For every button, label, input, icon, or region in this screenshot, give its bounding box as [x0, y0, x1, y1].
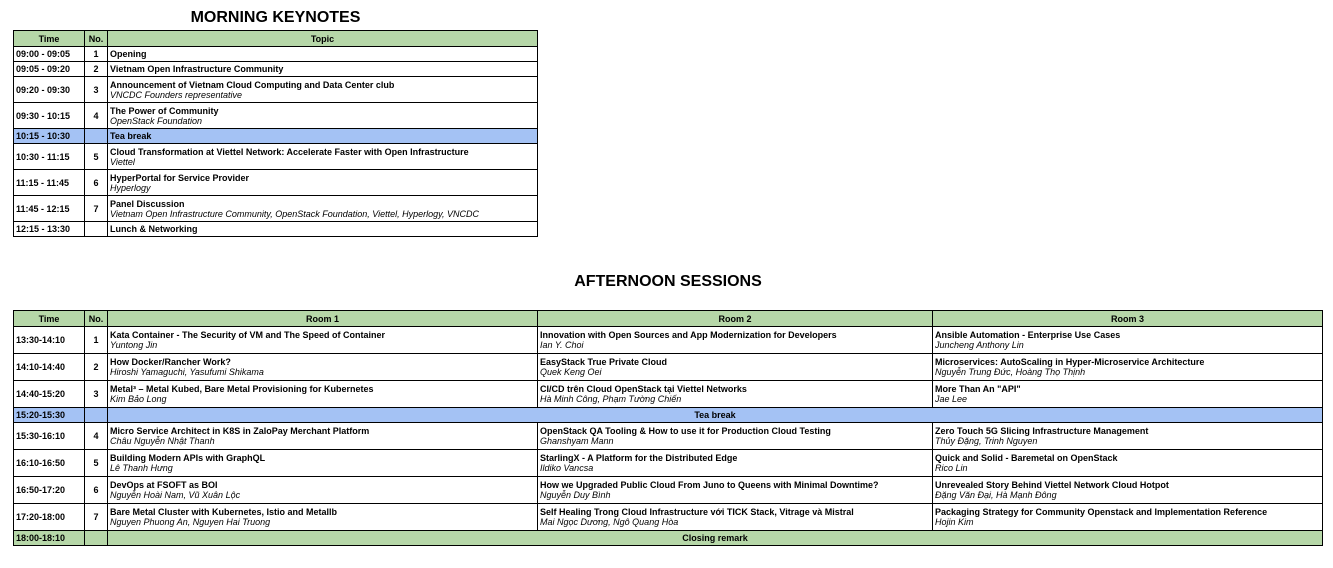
- session-title: Kata Container - The Security of VM and The Speed of Container: [110, 330, 386, 340]
- room-1-session: [108, 450, 538, 477]
- session-title: Building Modern APIs with GraphQL: [110, 453, 266, 463]
- room-3-session: [933, 504, 1323, 531]
- time-cell: 10:15 - 10:30: [14, 129, 85, 144]
- time-cell: 18:00-18:10: [14, 531, 85, 546]
- session-speaker: Vietnam Open Infrastructure Community, OpenStack Foundation, Viettel, Hyperlogy, VNCDC: [110, 208, 479, 219]
- table-row: [14, 103, 538, 129]
- session-speaker: Viettel: [110, 156, 135, 167]
- number-cell: [85, 408, 108, 423]
- session-title: StarlingX - A Platform for the Distributed Edge: [540, 453, 738, 463]
- number-cell: 6: [85, 170, 108, 196]
- time-cell: 16:50-17:20: [14, 477, 85, 504]
- session-title: CI/CD trên Cloud OpenStack tại Viettel Networks: [540, 384, 747, 394]
- table-row: [14, 327, 1323, 354]
- session-speaker: OpenStack Foundation: [110, 115, 203, 126]
- table-row: [14, 62, 538, 77]
- time-cell: 14:40-15:20: [14, 381, 85, 408]
- table-header-row: [14, 31, 538, 47]
- table-row: [14, 504, 1323, 531]
- room-2-session: [538, 381, 933, 408]
- session-speaker: Kim Bảo Long: [110, 394, 167, 404]
- session-title: How Docker/Rancher Work?: [110, 357, 231, 367]
- number-cell: 4: [85, 423, 108, 450]
- time-cell: 09:30 - 10:15: [14, 103, 85, 129]
- table-row: [14, 477, 1323, 504]
- topic-cell: [108, 103, 538, 129]
- header-time: Time: [14, 31, 85, 47]
- room-1-session: [108, 381, 538, 408]
- number-cell: [85, 129, 108, 144]
- session-title: EasyStack True Private Cloud: [540, 357, 668, 367]
- room-3-session: [933, 381, 1323, 408]
- number-cell: 2: [85, 354, 108, 381]
- header-no: No.: [85, 31, 108, 47]
- table-row: [14, 423, 1323, 450]
- room-1-session: [108, 423, 538, 450]
- table-row: [14, 222, 538, 237]
- room-3-session: [933, 423, 1323, 450]
- topic-cell: [108, 222, 538, 237]
- header-no: No.: [85, 311, 108, 327]
- session-title: Micro Service Architect in K8S in ZaloPay Merchant Platform: [110, 426, 370, 436]
- session-speaker: Ian Y. Choi: [540, 340, 584, 350]
- table-header-row: [14, 311, 1323, 327]
- session-title: How we Upgraded Public Cloud From Juno to Queens with Minimal Downtime?: [540, 480, 879, 490]
- time-cell: 11:15 - 11:45: [14, 170, 85, 196]
- session-speaker: Juncheng Anthony Lin: [935, 340, 1024, 350]
- session-speaker: Yuntong Jin: [110, 340, 158, 350]
- close-row: [14, 531, 1323, 546]
- room-2-session: [538, 504, 933, 531]
- time-cell: 16:10-16:50: [14, 450, 85, 477]
- session-speaker: Hojin Kim: [935, 517, 974, 527]
- afternoon-sessions-title: AFTERNOON SESSIONS: [574, 273, 762, 290]
- time-cell: 12:15 - 13:30: [14, 222, 85, 237]
- number-cell: 2: [85, 62, 108, 77]
- topic-cell: [108, 170, 538, 196]
- room-2-session: [538, 354, 933, 381]
- time-cell: 11:45 - 12:15: [14, 196, 85, 222]
- time-cell: 13:30-14:10: [14, 327, 85, 354]
- session-title: Tea break: [110, 131, 152, 141]
- header-room-2: Room 2: [538, 311, 933, 327]
- session-title: The Power of Community: [110, 105, 219, 116]
- session-title: Zero Touch 5G Slicing Infrastructure Management: [935, 426, 1149, 436]
- session-speaker: VNCDC Founders representative: [110, 89, 243, 100]
- time-cell: 15:20-15:30: [14, 408, 85, 423]
- session-speaker: Rico Lin: [935, 463, 968, 473]
- time-cell: 09:20 - 09:30: [14, 77, 85, 103]
- room-2-session: [538, 450, 933, 477]
- time-cell: 09:05 - 09:20: [14, 62, 85, 77]
- time-cell: 09:00 - 09:05: [14, 47, 85, 62]
- room-2-session: [538, 423, 933, 450]
- session-title: OpenStack QA Tooling & How to use it for Production Cloud Testing: [540, 426, 831, 436]
- session-speaker: Mai Ngọc Dương, Ngô Quang Hòa: [540, 517, 679, 527]
- room-1-session: [108, 477, 538, 504]
- number-cell: 3: [85, 77, 108, 103]
- header-room-1: Room 1: [108, 311, 538, 327]
- session-title: Innovation with Open Sources and App Modernization for Developers: [540, 330, 837, 340]
- header-room-3: Room 3: [933, 311, 1323, 327]
- session-speaker: Quek Keng Oei: [540, 367, 602, 377]
- number-cell: 7: [85, 504, 108, 531]
- table-row: [14, 196, 538, 222]
- session-speaker: Đặng Văn Đại, Hà Mạnh Đông: [935, 490, 1057, 500]
- session-title: Vietnam Open Infrastructure Community: [110, 64, 284, 74]
- session-title: Microservices: AutoScaling in Hyper-Microservice Architecture: [935, 357, 1205, 367]
- session-title: Self Healing Trong Cloud Infrastructure với TICK Stack, Vitrage và Mistral: [540, 507, 854, 517]
- table-row: [14, 450, 1323, 477]
- session-speaker: Châu Nguyễn Nhật Thanh: [110, 436, 215, 446]
- session-speaker: Jae Lee: [935, 394, 968, 404]
- topic-cell: [108, 144, 538, 170]
- room-3-session: [933, 450, 1323, 477]
- table-row: [14, 47, 538, 62]
- room-1-session: [108, 504, 538, 531]
- room-3-session: [933, 477, 1323, 504]
- tea-break-cell: Tea break: [108, 408, 1323, 423]
- session-title: DevOps at FSOFT as BOI: [110, 480, 218, 490]
- time-cell: 17:20-18:00: [14, 504, 85, 531]
- number-cell: 4: [85, 103, 108, 129]
- topic-cell: [108, 47, 538, 62]
- room-2-session: [538, 327, 933, 354]
- session-speaker: Nguyễn Trung Đức, Hoàng Thọ Thịnh: [935, 367, 1086, 377]
- session-speaker: Hiroshi Yamaguchi, Yasufumi Shikama: [110, 367, 264, 377]
- header-topic: Topic: [108, 31, 538, 47]
- session-speaker: Nguyễn Hoài Nam, Vũ Xuân Lộc: [110, 490, 241, 500]
- session-speaker: Hyperlogy: [110, 182, 151, 193]
- table-row: [14, 144, 538, 170]
- session-speaker: Nguyễn Duy Bình: [540, 490, 611, 500]
- session-title: HyperPortal for Service Provider: [110, 172, 250, 183]
- session-title: Cloud Transformation at Viettel Network: Accelerate Faster with Open Infrastructure: [110, 146, 469, 157]
- time-cell: 10:30 - 11:15: [14, 144, 85, 170]
- morning-keynotes-table: [13, 30, 538, 237]
- session-title: Ansible Automation - Enterprise Use Cases: [935, 330, 1121, 340]
- session-title: Announcement of Vietnam Cloud Computing and Data Center club: [110, 79, 395, 90]
- time-cell: 14:10-14:40: [14, 354, 85, 381]
- session-title: Bare Metal Cluster with Kubernetes, Istio and Metallb: [110, 507, 338, 517]
- table-row: [14, 354, 1323, 381]
- room-1-session: [108, 327, 538, 354]
- session-title: Metal³ – Metal Kubed, Bare Metal Provisioning for Kubernetes: [110, 384, 374, 394]
- session-speaker: Thủy Đặng, Trinh Nguyen: [935, 436, 1038, 446]
- number-cell: [85, 531, 108, 546]
- room-1-session: [108, 354, 538, 381]
- session-speaker: Lê Thanh Hưng: [110, 463, 173, 473]
- closing-remark-cell: Closing remark: [108, 531, 1323, 546]
- number-cell: [85, 222, 108, 237]
- number-cell: 3: [85, 381, 108, 408]
- number-cell: 5: [85, 144, 108, 170]
- session-speaker: Ghanshyam Mann: [540, 436, 614, 446]
- session-title: Packaging Strategy for Community Openstack and Implementation Reference: [935, 507, 1268, 517]
- session-title: Opening: [110, 49, 147, 59]
- session-title: Unrevealed Story Behind Viettel Network Cloud Hotpot: [935, 480, 1169, 490]
- room-3-session: [933, 354, 1323, 381]
- session-speaker: Nguyen Phuong An, Nguyen Hai Truong: [110, 517, 271, 527]
- topic-cell: [108, 129, 538, 144]
- header-time: Time: [14, 311, 85, 327]
- topic-cell: [108, 77, 538, 103]
- session-title: More Than An "API": [935, 384, 1021, 394]
- topic-cell: [108, 62, 538, 77]
- number-cell: 6: [85, 477, 108, 504]
- topic-cell: [108, 196, 538, 222]
- number-cell: 1: [85, 47, 108, 62]
- session-title: Quick and Solid - Baremetal on OpenStack: [935, 453, 1118, 463]
- tea-row: [14, 408, 1323, 423]
- number-cell: 7: [85, 196, 108, 222]
- session-title: Lunch & Networking: [110, 224, 198, 234]
- morning-keynotes-title: MORNING KEYNOTES: [190, 9, 361, 26]
- room-2-session: [538, 477, 933, 504]
- session-speaker: Hà Minh Công, Phạm Tường Chiến: [540, 394, 682, 404]
- table-row: [14, 381, 1323, 408]
- tea-break-row: [14, 129, 538, 144]
- number-cell: 5: [85, 450, 108, 477]
- room-3-session: [933, 327, 1323, 354]
- time-cell: 15:30-16:10: [14, 423, 85, 450]
- session-speaker: Ildiko Vancsa: [540, 463, 594, 473]
- number-cell: 1: [85, 327, 108, 354]
- session-title: Panel Discussion: [110, 198, 185, 209]
- table-row: [14, 77, 538, 103]
- table-row: [14, 170, 538, 196]
- afternoon-sessions-table: [13, 310, 1323, 546]
